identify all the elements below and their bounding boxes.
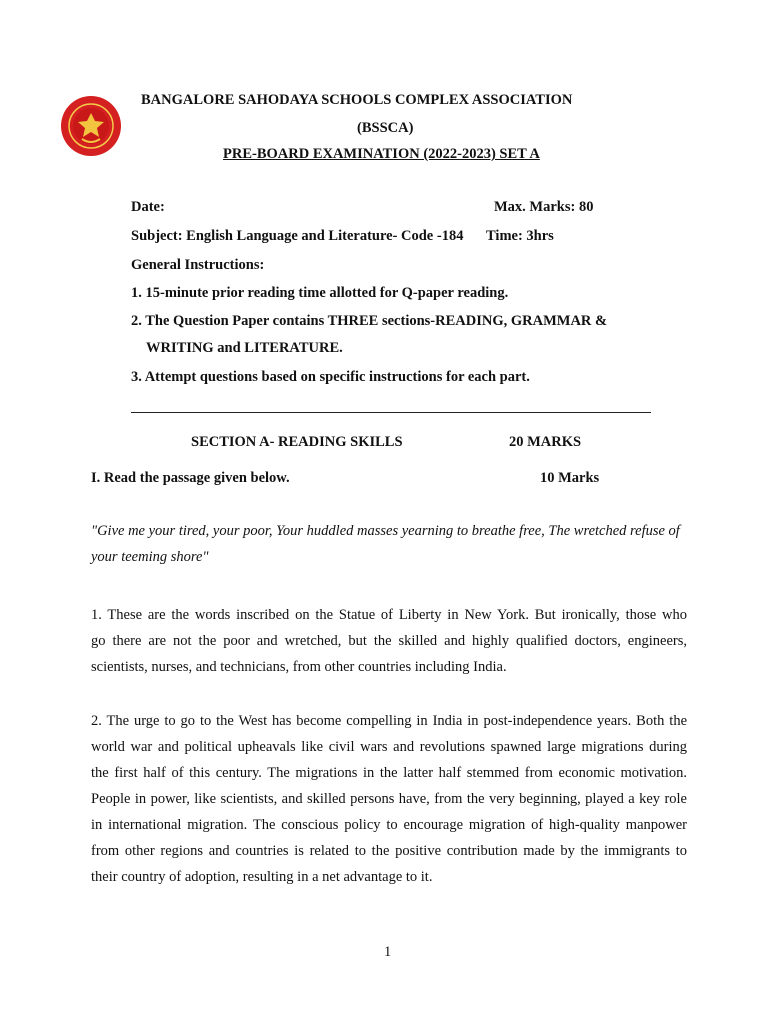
instruction-3: 3. Attempt questions based on specific instructions for each part. [131, 369, 530, 385]
instructions-heading: General Instructions: [131, 257, 265, 273]
passage-line: People in power, like scientists, and skilled persons have, from the very beginning, played a key role [91, 791, 687, 807]
page-number: 1 [384, 944, 392, 960]
passage-line: 1. These are the words inscribed on the Statue of Liberty in New York. But ironically, those who [91, 607, 687, 623]
passage-quote: "Give me your tired, your poor, Your huddled masses yearning to breathe free, The wretched refuse of your teeming shore" [91, 523, 680, 565]
section-marks: 20 MARKS [509, 434, 582, 450]
divider-line [131, 412, 651, 413]
max-marks: Max. Marks: 80 [494, 199, 594, 215]
passage-line: their country of adoption, resulting in a net advantage to it. [91, 869, 433, 885]
org-name: BANGALORE SAHODAYA SCHOOLS COMPLEX ASSOCIATION [141, 92, 573, 108]
section-title: SECTION A- READING SKILLS [191, 434, 403, 450]
subject-line: Subject: English Language and Literature- Code -184 [131, 228, 464, 244]
org-abbreviation: (BSSCA) [357, 120, 414, 136]
instruction-2-continued: WRITING and LITERATURE. [146, 340, 343, 356]
date-label: Date: [131, 199, 165, 215]
passage-line: scientists, nurses, and technicians, from other countries including India. [91, 659, 507, 675]
instruction-1: 1. 15-minute prior reading time allotted for Q-paper reading. [131, 285, 509, 301]
passage-line: 2. The urge to go to the West has become compelling in India in post-independence years. Both the [91, 713, 687, 729]
passage-line: world war and political upheavals like civil wars and revolutions spawned large migrations during [91, 739, 687, 755]
exam-title: PRE-BOARD EXAMINATION (2022-2023) SET A [223, 146, 540, 162]
instruction-2: 2. The Question Paper contains THREE sections-READING, GRAMMAR & [131, 313, 608, 329]
passage-line: in international migration. The conscious policy to encourage migration of high-quality manpower [91, 817, 687, 833]
school-association-seal-icon [60, 95, 122, 157]
question-heading: I. Read the passage given below. [91, 470, 290, 486]
time-allotted: Time: 3hrs [486, 228, 554, 244]
passage-line: go there are not the poor and wretched, but the skilled and highly qualified doctors, engineers, [91, 633, 687, 649]
passage-line: the first half of this century. The migrations in the latter half stemmed from economic motivation. [91, 765, 687, 781]
passage-line: from other regions and countries is related to the positive contribution made by the immigrants to [91, 843, 687, 859]
question-marks: 10 Marks [540, 470, 600, 486]
